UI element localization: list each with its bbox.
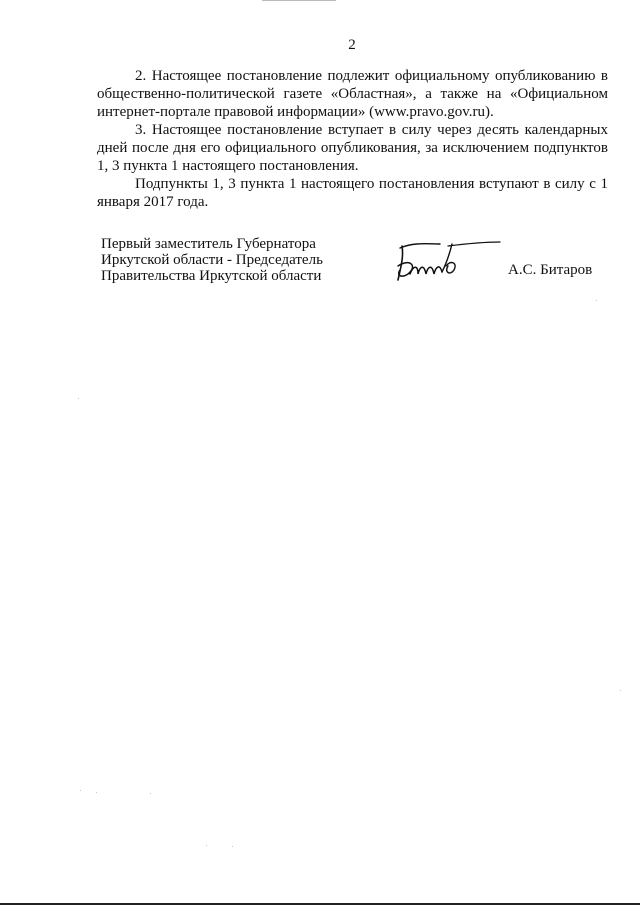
handwritten-signature — [388, 236, 508, 284]
scan-edge-mark — [262, 0, 336, 1]
paragraph-publication: 2. Настоящее постановление подлежит официальному опубликованию в общественно-политической газете «Областная», а также на «Официальном интернет-портале правовой информации» (www.pravo.gov.ru). — [97, 68, 608, 120]
paragraph-subclause-date: Подпункты 1, 3 пункта 1 настоящего постановления вступают в силу с 1 января 2017 года. — [97, 176, 608, 210]
scan-speckle — [206, 845, 207, 846]
position-line: Правительства Иркутской области — [101, 268, 322, 284]
position-line: Первый заместитель Губернатора — [101, 236, 316, 252]
scan-speckle — [96, 792, 97, 793]
page-number: 2 — [348, 37, 356, 53]
scan-speckle — [232, 846, 233, 847]
signatory-position — [101, 236, 361, 284]
scan-speckle — [596, 300, 597, 301]
document-body — [97, 67, 608, 211]
scan-speckle — [620, 690, 621, 691]
signer-name: А.С. Битаров — [508, 262, 593, 278]
paragraph-effective-date: 3. Настоящее постановление вступает в силу через десять календарных дней после дня его официального опубликования, за исключением подпунктов 1, 3 пункта 1 настоящего постановления. — [97, 122, 608, 174]
position-line: Иркутской области - Председатель — [101, 252, 323, 268]
scan-speckle — [150, 793, 151, 794]
scan-speckle — [80, 790, 81, 791]
scan-speckle — [78, 398, 79, 399]
